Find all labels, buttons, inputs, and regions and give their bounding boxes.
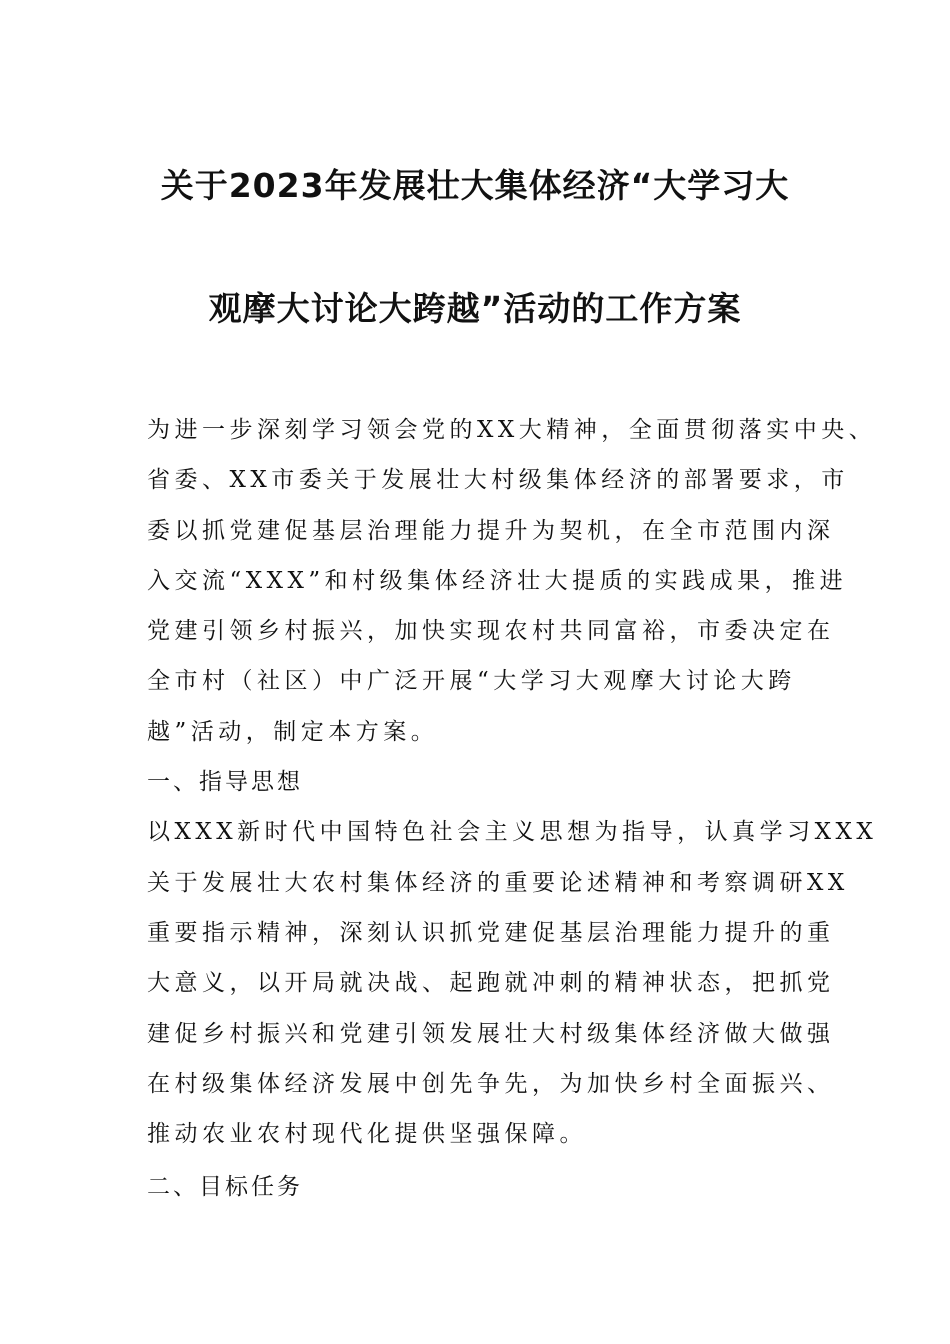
section-1-line: 建促乡村振兴和党建引领发展壮大村级集体经济做大做强: [147, 1020, 835, 1047]
intro-line: 党建引领乡村振兴，加快实现农村共同富裕，市委决定在: [147, 618, 835, 645]
intro-line: 为进一步深刻学习领会党的XX大精神，全面贯彻落实中央、: [147, 417, 877, 443]
section-2-heading: 二、目标任务: [147, 1174, 303, 1201]
section-1-line: 在村级集体经济发展中创先争先，为加快乡村全面振兴、: [147, 1070, 835, 1097]
document-title-line-1: 关于2023年发展壮大集体经济“大学习大: [160, 166, 790, 205]
intro-line: 越”活动，制定本方案。: [147, 718, 439, 745]
intro-line: 省委、XX市委关于发展壮大村级集体经济的部署要求，市: [147, 467, 849, 494]
section-1-line: 大意义，以开局就决战、起跑就冲刺的精神状态，把抓党: [147, 970, 835, 997]
document-title-line-2: 观摩大讨论大跨越”活动的工作方案: [208, 289, 742, 328]
section-1-line: 推动农业农村现代化提供坚强保障。: [147, 1121, 587, 1148]
document-body: [147, 405, 878, 1213]
section-1-line: 关于发展壮大农村集体经济的重要论述精神和考察调研XX: [147, 869, 849, 896]
intro-line: 全市村（社区）中广泛开展“大学习大观摩大讨论大跨: [147, 668, 796, 695]
intro-line: 入交流“XXX”和村级集体经济壮大提质的实践成果，推进: [147, 567, 848, 594]
intro-line: 委以抓党建促基层治理能力提升为契机，在全市范围内深: [147, 517, 835, 544]
section-1-line: 重要指示精神，深刻认识抓党建促基层治理能力提升的重: [147, 919, 835, 946]
section-1-heading: 一、指导思想: [147, 769, 303, 796]
section-1-line: 以XXX新时代中国特色社会主义思想为指导，认真学习XXX: [147, 819, 878, 846]
